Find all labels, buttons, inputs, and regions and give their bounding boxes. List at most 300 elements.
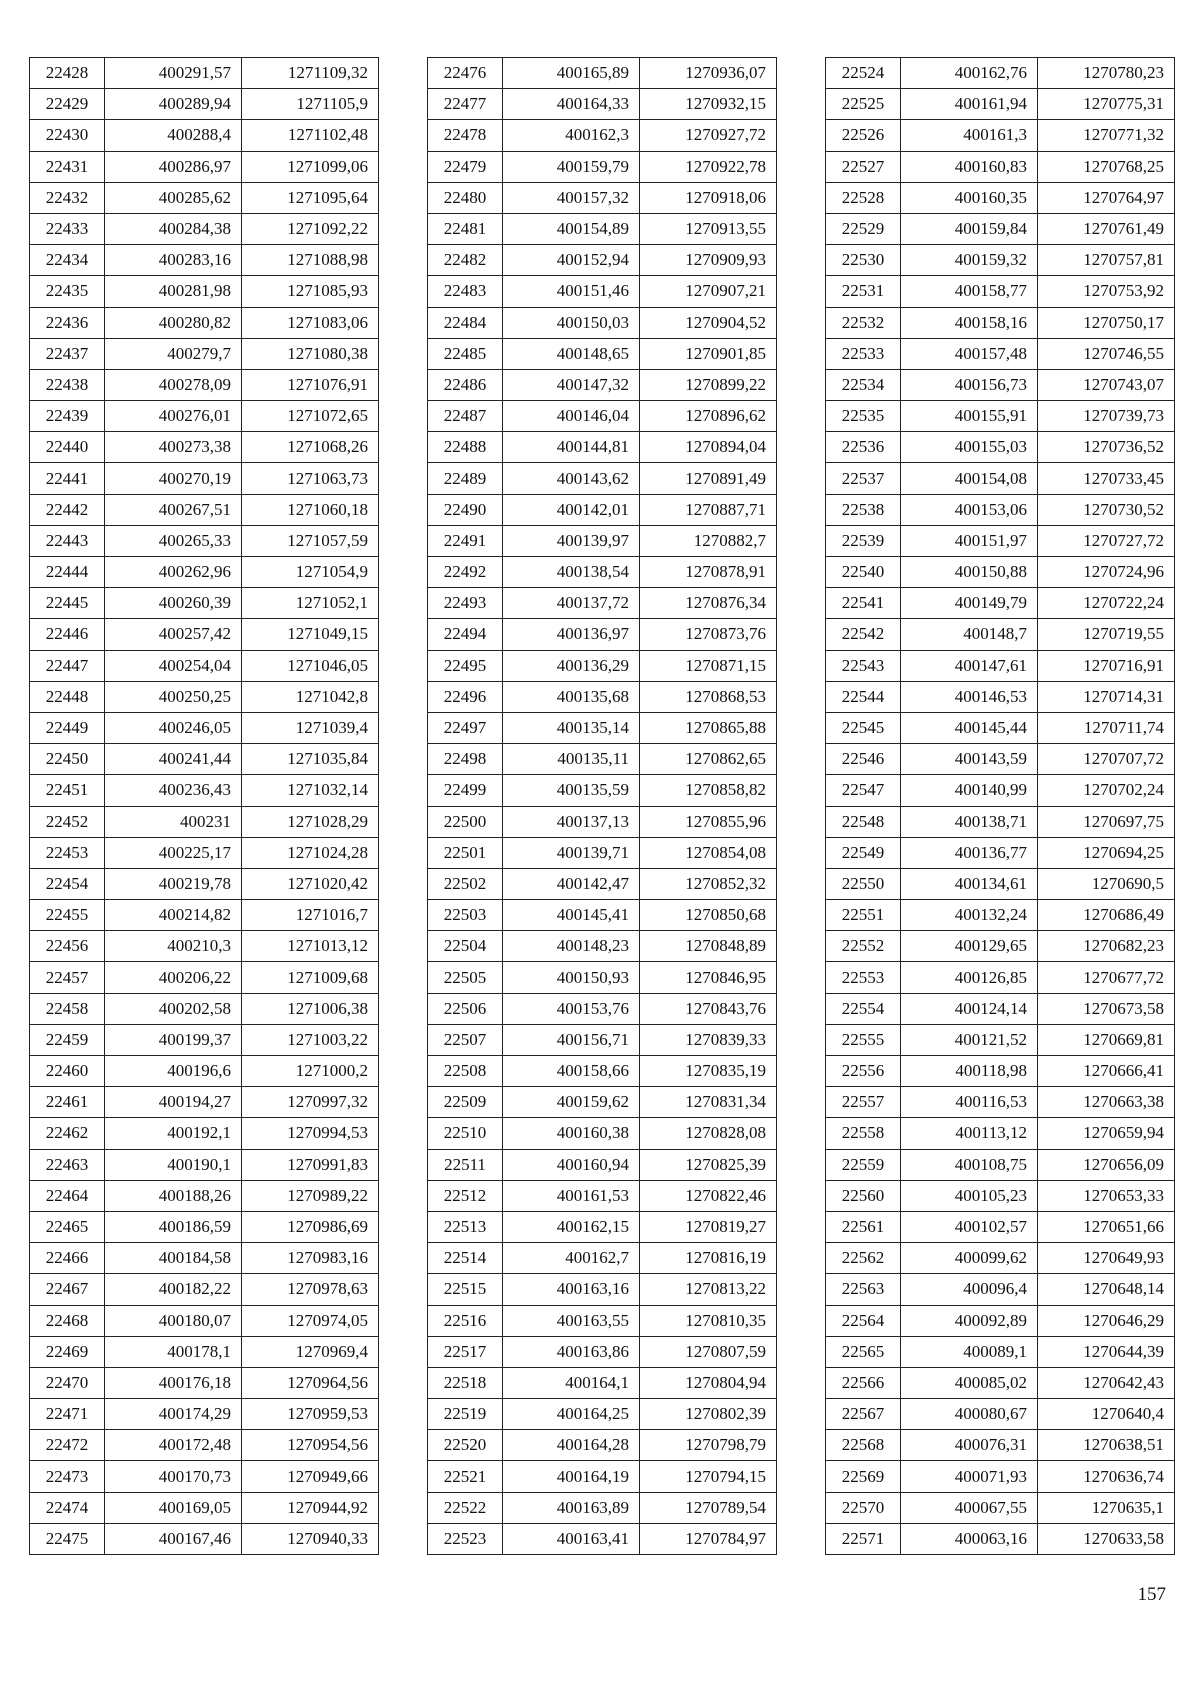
point-number-cell: 22430: [30, 120, 105, 151]
table-row: [826, 1024, 1175, 1055]
x-coordinate-cell: 400262,96: [105, 557, 242, 588]
y-coordinate-cell: 1270913,55: [640, 213, 777, 244]
y-coordinate-cell: 1270648,14: [1038, 1274, 1175, 1305]
x-coordinate-cell: 400148,65: [503, 338, 640, 369]
point-number-cell: 22571: [826, 1523, 901, 1554]
y-coordinate-cell: 1270798,79: [640, 1430, 777, 1461]
y-coordinate-cell: 1270822,46: [640, 1180, 777, 1211]
point-number-cell: 22487: [428, 401, 503, 432]
x-coordinate-cell: 400225,17: [105, 837, 242, 868]
x-coordinate-cell: 400161,3: [901, 120, 1038, 151]
table-row: [826, 1243, 1175, 1274]
table-row: [428, 151, 777, 182]
table-row: [30, 58, 379, 89]
table-row: [428, 1305, 777, 1336]
x-coordinate-cell: 400151,97: [901, 525, 1038, 556]
x-coordinate-cell: 400250,25: [105, 681, 242, 712]
table-row: [826, 338, 1175, 369]
y-coordinate-cell: 1270663,38: [1038, 1087, 1175, 1118]
y-coordinate-cell: 1271052,1: [242, 588, 379, 619]
point-number-cell: 22479: [428, 151, 503, 182]
y-coordinate-cell: 1270640,4: [1038, 1399, 1175, 1430]
x-coordinate-cell: 400199,37: [105, 1024, 242, 1055]
table-row: [428, 245, 777, 276]
point-number-cell: 22512: [428, 1180, 503, 1211]
point-number-cell: 22472: [30, 1430, 105, 1461]
point-number-cell: 22442: [30, 494, 105, 525]
table-row: [30, 401, 379, 432]
table-body: [30, 58, 379, 1555]
table-row: [428, 931, 777, 962]
x-coordinate-cell: 400144,81: [503, 432, 640, 463]
y-coordinate-cell: 1271105,9: [242, 89, 379, 120]
y-coordinate-cell: 1270949,66: [242, 1461, 379, 1492]
y-coordinate-cell: 1270636,74: [1038, 1461, 1175, 1492]
x-coordinate-cell: 400143,59: [901, 744, 1038, 775]
table-row: [428, 338, 777, 369]
x-coordinate-cell: 400138,54: [503, 557, 640, 588]
x-coordinate-cell: 400089,1: [901, 1336, 1038, 1367]
y-coordinate-cell: 1270807,59: [640, 1336, 777, 1367]
x-coordinate-cell: 400161,53: [503, 1180, 640, 1211]
point-number-cell: 22435: [30, 276, 105, 307]
point-number-cell: 22481: [428, 213, 503, 244]
point-number-cell: 22440: [30, 432, 105, 463]
y-coordinate-cell: 1270746,55: [1038, 338, 1175, 369]
x-coordinate-cell: 400150,03: [503, 307, 640, 338]
y-coordinate-cell: 1270852,32: [640, 868, 777, 899]
point-number-cell: 22525: [826, 89, 901, 120]
table-row: [826, 1180, 1175, 1211]
table-row: [826, 962, 1175, 993]
point-number-cell: 22490: [428, 494, 503, 525]
point-number-cell: 22502: [428, 868, 503, 899]
point-number-cell: 22486: [428, 369, 503, 400]
point-number-cell: 22437: [30, 338, 105, 369]
x-coordinate-cell: 400139,97: [503, 525, 640, 556]
table-row: [30, 650, 379, 681]
y-coordinate-cell: 1270846,95: [640, 962, 777, 993]
table-row: [428, 1336, 777, 1367]
table-row: [428, 775, 777, 806]
table-row: [30, 931, 379, 962]
point-number-cell: 22495: [428, 650, 503, 681]
table-row: [826, 89, 1175, 120]
table-row: [428, 1056, 777, 1087]
point-number-cell: 22552: [826, 931, 901, 962]
point-number-cell: 22477: [428, 89, 503, 120]
table-row: [428, 806, 777, 837]
y-coordinate-cell: 1270891,49: [640, 463, 777, 494]
x-coordinate-cell: 400172,48: [105, 1430, 242, 1461]
x-coordinate-cell: 400206,22: [105, 962, 242, 993]
point-number-cell: 22506: [428, 993, 503, 1024]
y-coordinate-cell: 1270642,43: [1038, 1367, 1175, 1398]
x-coordinate-cell: 400121,52: [901, 1024, 1038, 1055]
x-coordinate-cell: 400291,57: [105, 58, 242, 89]
table-row: [826, 775, 1175, 806]
y-coordinate-cell: 1270656,09: [1038, 1149, 1175, 1180]
x-coordinate-cell: 400143,62: [503, 463, 640, 494]
point-number-cell: 22446: [30, 619, 105, 650]
x-coordinate-cell: 400284,38: [105, 213, 242, 244]
y-coordinate-cell: 1270882,7: [640, 525, 777, 556]
x-coordinate-cell: 400155,91: [901, 401, 1038, 432]
point-number-cell: 22505: [428, 962, 503, 993]
x-coordinate-cell: 400152,94: [503, 245, 640, 276]
x-coordinate-cell: 400138,71: [901, 806, 1038, 837]
point-number-cell: 22535: [826, 401, 901, 432]
y-coordinate-cell: 1270753,92: [1038, 276, 1175, 307]
point-number-cell: 22516: [428, 1305, 503, 1336]
point-number-cell: 22432: [30, 182, 105, 213]
point-number-cell: 22542: [826, 619, 901, 650]
y-coordinate-cell: 1270835,19: [640, 1056, 777, 1087]
table-row: [30, 213, 379, 244]
x-coordinate-cell: 400236,43: [105, 775, 242, 806]
y-coordinate-cell: 1270813,22: [640, 1274, 777, 1305]
y-coordinate-cell: 1270761,49: [1038, 213, 1175, 244]
x-coordinate-cell: 400158,16: [901, 307, 1038, 338]
y-coordinate-cell: 1270927,72: [640, 120, 777, 151]
y-coordinate-cell: 1270848,89: [640, 931, 777, 962]
table-row: [428, 837, 777, 868]
x-coordinate-cell: 400254,04: [105, 650, 242, 681]
table-row: [428, 58, 777, 89]
table-row: [826, 494, 1175, 525]
x-coordinate-cell: 400135,14: [503, 712, 640, 743]
point-number-cell: 22439: [30, 401, 105, 432]
table-row: [826, 401, 1175, 432]
table-row: [428, 993, 777, 1024]
table-row: [30, 775, 379, 806]
y-coordinate-cell: 1270944,92: [242, 1492, 379, 1523]
x-coordinate-cell: 400170,73: [105, 1461, 242, 1492]
y-coordinate-cell: 1270677,72: [1038, 962, 1175, 993]
point-number-cell: 22561: [826, 1211, 901, 1242]
y-coordinate-cell: 1270983,16: [242, 1243, 379, 1274]
x-coordinate-cell: 400157,48: [901, 338, 1038, 369]
table-row: [826, 712, 1175, 743]
table-row: [826, 868, 1175, 899]
y-coordinate-cell: 1271085,93: [242, 276, 379, 307]
point-number-cell: 22488: [428, 432, 503, 463]
point-number-cell: 22496: [428, 681, 503, 712]
table-row: [826, 1149, 1175, 1180]
page-number: 157: [1137, 1584, 1166, 1605]
y-coordinate-cell: 1270899,22: [640, 369, 777, 400]
table-row: [826, 650, 1175, 681]
x-coordinate-cell: 400196,6: [105, 1056, 242, 1087]
point-number-cell: 22466: [30, 1243, 105, 1274]
y-coordinate-cell: 1270714,31: [1038, 681, 1175, 712]
point-number-cell: 22494: [428, 619, 503, 650]
y-coordinate-cell: 1270876,34: [640, 588, 777, 619]
point-number-cell: 22517: [428, 1336, 503, 1367]
point-number-cell: 22473: [30, 1461, 105, 1492]
y-coordinate-cell: 1271046,05: [242, 650, 379, 681]
table-row: [826, 1274, 1175, 1305]
y-coordinate-cell: 1270750,17: [1038, 307, 1175, 338]
table-row: [826, 1336, 1175, 1367]
point-number-cell: 22504: [428, 931, 503, 962]
table-row: [428, 182, 777, 213]
x-coordinate-cell: 400155,03: [901, 432, 1038, 463]
y-coordinate-cell: 1271102,48: [242, 120, 379, 151]
point-number-cell: 22562: [826, 1243, 901, 1274]
y-coordinate-cell: 1270727,72: [1038, 525, 1175, 556]
y-coordinate-cell: 1270633,58: [1038, 1523, 1175, 1554]
y-coordinate-cell: 1271099,06: [242, 151, 379, 182]
table-row: [826, 1430, 1175, 1461]
y-coordinate-cell: 1271039,4: [242, 712, 379, 743]
y-coordinate-cell: 1270871,15: [640, 650, 777, 681]
table-row: [30, 900, 379, 931]
y-coordinate-cell: 1270854,08: [640, 837, 777, 868]
y-coordinate-cell: 1270775,31: [1038, 89, 1175, 120]
x-coordinate-cell: 400085,02: [901, 1367, 1038, 1398]
table-row: [428, 1118, 777, 1149]
point-number-cell: 22470: [30, 1367, 105, 1398]
y-coordinate-cell: 1271072,65: [242, 401, 379, 432]
y-coordinate-cell: 1270804,94: [640, 1367, 777, 1398]
table-row: [30, 993, 379, 1024]
table-row: [30, 1305, 379, 1336]
table-row: [428, 650, 777, 681]
point-number-cell: 22520: [428, 1430, 503, 1461]
x-coordinate-cell: 400146,04: [503, 401, 640, 432]
x-coordinate-cell: 400076,31: [901, 1430, 1038, 1461]
x-coordinate-cell: 400147,32: [503, 369, 640, 400]
point-number-cell: 22513: [428, 1211, 503, 1242]
point-number-cell: 22497: [428, 712, 503, 743]
y-coordinate-cell: 1271109,32: [242, 58, 379, 89]
y-coordinate-cell: 1270991,83: [242, 1149, 379, 1180]
table-row: [30, 712, 379, 743]
y-coordinate-cell: 1270887,71: [640, 494, 777, 525]
x-coordinate-cell: 400153,06: [901, 494, 1038, 525]
point-number-cell: 22560: [826, 1180, 901, 1211]
point-number-cell: 22518: [428, 1367, 503, 1398]
y-coordinate-cell: 1270673,58: [1038, 993, 1175, 1024]
y-coordinate-cell: 1271020,42: [242, 868, 379, 899]
point-number-cell: 22467: [30, 1274, 105, 1305]
y-coordinate-cell: 1270719,55: [1038, 619, 1175, 650]
y-coordinate-cell: 1270954,56: [242, 1430, 379, 1461]
y-coordinate-cell: 1270722,24: [1038, 588, 1175, 619]
table-row: [30, 1367, 379, 1398]
x-coordinate-cell: 400157,32: [503, 182, 640, 213]
y-coordinate-cell: 1271095,64: [242, 182, 379, 213]
point-number-cell: 22554: [826, 993, 901, 1024]
table-row: [30, 1243, 379, 1274]
y-coordinate-cell: 1270694,25: [1038, 837, 1175, 868]
table-row: [428, 1399, 777, 1430]
y-coordinate-cell: 1270904,52: [640, 307, 777, 338]
point-number-cell: 22469: [30, 1336, 105, 1367]
y-coordinate-cell: 1270733,45: [1038, 463, 1175, 494]
table-row: [826, 806, 1175, 837]
y-coordinate-cell: 1270666,41: [1038, 1056, 1175, 1087]
x-coordinate-cell: 400279,7: [105, 338, 242, 369]
table-row: [30, 245, 379, 276]
y-coordinate-cell: 1270909,93: [640, 245, 777, 276]
table-row: [30, 369, 379, 400]
point-number-cell: 22441: [30, 463, 105, 494]
table-row: [428, 1243, 777, 1274]
x-coordinate-cell: 400285,62: [105, 182, 242, 213]
table-row: [30, 182, 379, 213]
table-row: [30, 89, 379, 120]
y-coordinate-cell: 1270644,39: [1038, 1336, 1175, 1367]
point-number-cell: 22559: [826, 1149, 901, 1180]
table-row: [428, 1180, 777, 1211]
table-row: [30, 1087, 379, 1118]
y-coordinate-cell: 1271009,68: [242, 962, 379, 993]
table-row: [30, 619, 379, 650]
point-number-cell: 22536: [826, 432, 901, 463]
y-coordinate-cell: 1270682,23: [1038, 931, 1175, 962]
x-coordinate-cell: 400160,38: [503, 1118, 640, 1149]
table-row: [428, 463, 777, 494]
point-number-cell: 22538: [826, 494, 901, 525]
y-coordinate-cell: 1271003,22: [242, 1024, 379, 1055]
y-coordinate-cell: 1270649,93: [1038, 1243, 1175, 1274]
point-number-cell: 22452: [30, 806, 105, 837]
table-row: [826, 681, 1175, 712]
table-row: [826, 525, 1175, 556]
x-coordinate-cell: 400265,33: [105, 525, 242, 556]
table-row: [30, 463, 379, 494]
x-coordinate-cell: 400102,57: [901, 1211, 1038, 1242]
y-coordinate-cell: 1270828,08: [640, 1118, 777, 1149]
point-number-cell: 22539: [826, 525, 901, 556]
coordinate-table-right: [825, 57, 1175, 1555]
point-number-cell: 22524: [826, 58, 901, 89]
x-coordinate-cell: 400267,51: [105, 494, 242, 525]
table-row: [826, 1087, 1175, 1118]
x-coordinate-cell: 400063,16: [901, 1523, 1038, 1554]
point-number-cell: 22507: [428, 1024, 503, 1055]
point-number-cell: 22541: [826, 588, 901, 619]
point-number-cell: 22529: [826, 213, 901, 244]
table-row: [826, 744, 1175, 775]
point-number-cell: 22511: [428, 1149, 503, 1180]
point-number-cell: 22501: [428, 837, 503, 868]
table-row: [30, 806, 379, 837]
point-number-cell: 22557: [826, 1087, 901, 1118]
x-coordinate-cell: 400142,47: [503, 868, 640, 899]
x-coordinate-cell: 400163,41: [503, 1523, 640, 1554]
x-coordinate-cell: 400149,79: [901, 588, 1038, 619]
table-row: [30, 1149, 379, 1180]
table-row: [30, 837, 379, 868]
y-coordinate-cell: 1270659,94: [1038, 1118, 1175, 1149]
table-row: [30, 276, 379, 307]
y-coordinate-cell: 1270850,68: [640, 900, 777, 931]
x-coordinate-cell: 400153,76: [503, 993, 640, 1024]
x-coordinate-cell: 400241,44: [105, 744, 242, 775]
x-coordinate-cell: 400192,1: [105, 1118, 242, 1149]
y-coordinate-cell: 1270843,76: [640, 993, 777, 1024]
point-number-cell: 22528: [826, 182, 901, 213]
x-coordinate-cell: 400289,94: [105, 89, 242, 120]
point-number-cell: 22503: [428, 900, 503, 931]
table-row: [30, 962, 379, 993]
y-coordinate-cell: 1270707,72: [1038, 744, 1175, 775]
point-number-cell: 22533: [826, 338, 901, 369]
x-coordinate-cell: 400164,33: [503, 89, 640, 120]
table-row: [826, 993, 1175, 1024]
point-number-cell: 22429: [30, 89, 105, 120]
x-coordinate-cell: 400182,22: [105, 1274, 242, 1305]
x-coordinate-cell: 400105,23: [901, 1180, 1038, 1211]
point-number-cell: 22491: [428, 525, 503, 556]
point-number-cell: 22459: [30, 1024, 105, 1055]
point-number-cell: 22521: [428, 1461, 503, 1492]
table-row: [428, 962, 777, 993]
y-coordinate-cell: 1271092,22: [242, 213, 379, 244]
x-coordinate-cell: 400135,68: [503, 681, 640, 712]
point-number-cell: 22567: [826, 1399, 901, 1430]
point-number-cell: 22451: [30, 775, 105, 806]
y-coordinate-cell: 1270819,27: [640, 1211, 777, 1242]
y-coordinate-cell: 1270730,52: [1038, 494, 1175, 525]
point-number-cell: 22544: [826, 681, 901, 712]
x-coordinate-cell: 400273,38: [105, 432, 242, 463]
point-number-cell: 22519: [428, 1399, 503, 1430]
table-row: [30, 557, 379, 588]
y-coordinate-cell: 1271016,7: [242, 900, 379, 931]
y-coordinate-cell: 1271006,38: [242, 993, 379, 1024]
table-row: [428, 1492, 777, 1523]
x-coordinate-cell: 400214,82: [105, 900, 242, 931]
x-coordinate-cell: 400124,14: [901, 993, 1038, 1024]
point-number-cell: 22449: [30, 712, 105, 743]
x-coordinate-cell: 400067,55: [901, 1492, 1038, 1523]
y-coordinate-cell: 1270858,82: [640, 775, 777, 806]
x-coordinate-cell: 400156,71: [503, 1024, 640, 1055]
y-coordinate-cell: 1271080,38: [242, 338, 379, 369]
point-number-cell: 22530: [826, 245, 901, 276]
y-coordinate-cell: 1270771,32: [1038, 120, 1175, 151]
y-coordinate-cell: 1270831,34: [640, 1087, 777, 1118]
point-number-cell: 22450: [30, 744, 105, 775]
y-coordinate-cell: 1270896,62: [640, 401, 777, 432]
point-number-cell: 22431: [30, 151, 105, 182]
x-coordinate-cell: 400184,58: [105, 1243, 242, 1274]
point-number-cell: 22443: [30, 525, 105, 556]
x-coordinate-cell: 400135,59: [503, 775, 640, 806]
x-coordinate-cell: 400162,7: [503, 1243, 640, 1274]
y-coordinate-cell: 1270901,85: [640, 338, 777, 369]
x-coordinate-cell: 400134,61: [901, 868, 1038, 899]
y-coordinate-cell: 1270816,19: [640, 1243, 777, 1274]
y-coordinate-cell: 1270825,39: [640, 1149, 777, 1180]
table-row: [826, 588, 1175, 619]
table-row: [826, 432, 1175, 463]
y-coordinate-cell: 1270974,05: [242, 1305, 379, 1336]
point-number-cell: 22527: [826, 151, 901, 182]
x-coordinate-cell: 400169,05: [105, 1492, 242, 1523]
x-coordinate-cell: 400165,89: [503, 58, 640, 89]
table-row: [30, 1336, 379, 1367]
table-row: [30, 432, 379, 463]
y-coordinate-cell: 1271076,91: [242, 369, 379, 400]
y-coordinate-cell: 1270743,07: [1038, 369, 1175, 400]
x-coordinate-cell: 400158,66: [503, 1056, 640, 1087]
y-coordinate-cell: 1270997,32: [242, 1087, 379, 1118]
